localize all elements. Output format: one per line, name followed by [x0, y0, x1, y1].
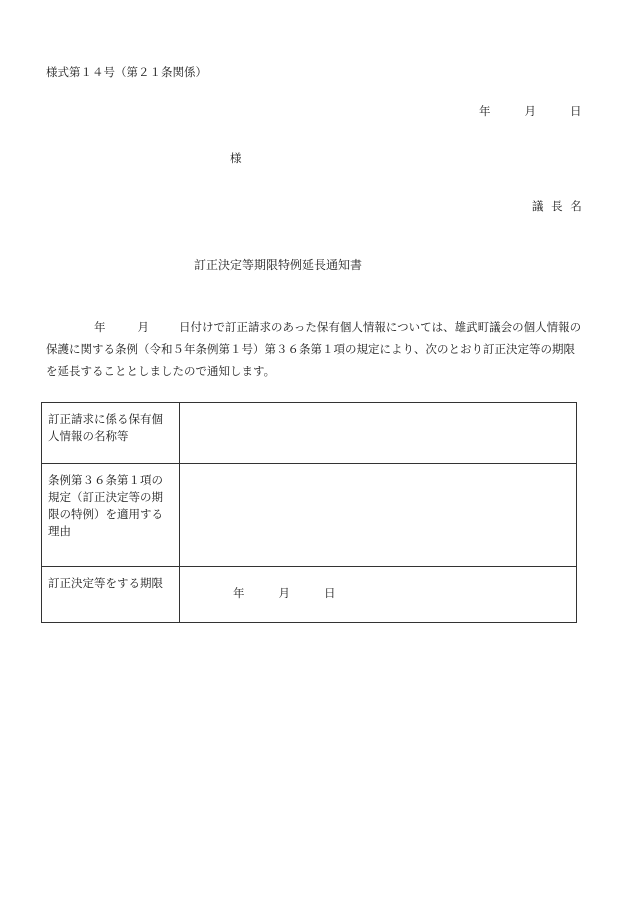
body-month: 月	[137, 320, 149, 334]
date-day: 日	[570, 104, 582, 118]
table-row	[42, 403, 577, 464]
sender-name: 議 長 名	[532, 199, 584, 213]
deadline-date-field[interactable]	[180, 567, 577, 623]
table-row	[42, 464, 577, 567]
document-title: 訂正決定等期限特例延長通知書	[194, 258, 363, 272]
notice-date	[479, 103, 582, 119]
recipient-suffix: 様	[230, 151, 242, 165]
table-label: 条例第３６条第１項の規定（訂正決定等の期限の特例）を適用する理由	[42, 464, 180, 567]
body-paragraph	[46, 316, 586, 382]
form-number: 様式第１４号（第２１条関係）	[46, 65, 207, 79]
date-year: 年	[479, 104, 491, 118]
body-year: 年	[94, 320, 106, 334]
deadline-year: 年	[233, 586, 245, 600]
table-value-field[interactable]	[180, 403, 577, 464]
table-row	[42, 567, 577, 623]
details-table	[41, 402, 577, 623]
deadline-day: 日	[324, 586, 336, 600]
table-value-field[interactable]	[180, 464, 577, 567]
date-month: 月	[524, 104, 536, 118]
deadline-month: 月	[278, 586, 290, 600]
table-label: 訂正請求に係る保有個人情報の名称等	[42, 403, 180, 464]
body-text: 日付けで訂正請求のあった保有個人情報については、雄武町議会の個人情報の保護に関する条例（令和５年条例第１号）第３６条第１項の規定により、次のとおり訂正決定等の期限を延長することとしましたので通知します。	[46, 320, 582, 378]
table-label: 訂正決定等をする期限	[42, 567, 180, 623]
